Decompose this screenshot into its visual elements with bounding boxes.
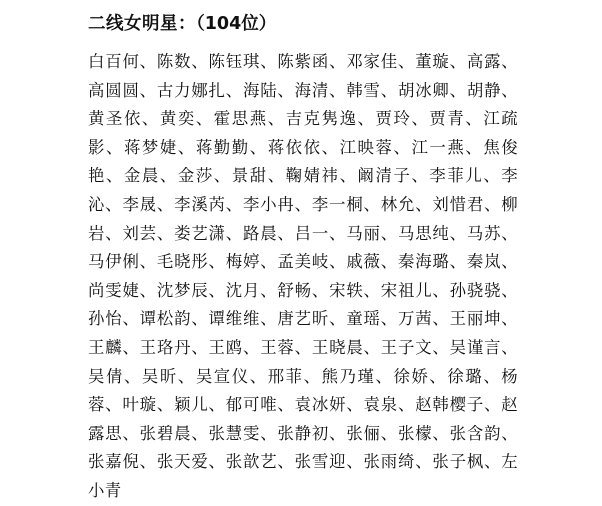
right-margin (518, 0, 602, 500)
page-title-text: 二线女明星： (88, 14, 196, 34)
page-title-count: （104位） (196, 14, 277, 34)
left-margin (0, 0, 88, 500)
celebrity-name-list: 白百何、陈数、陈钰琪、陈紫函、邓家佳、董璇、高露、高圆圆、古力娜扎、海陆、海清、韩雪、胡冰卿、胡静、黄圣依、黄奕、霍思燕、吉克隽逸、贾玲、贾青、江疏影、蒋梦婕、蒋勤勤、蒋依依、江映蓉、江一燕、焦俊艳、金晨、金莎、景甜、鞠婧祎、阚清子、李菲儿、李沁、李晟、李溪芮、李小冉、李一桐、林允、刘惜君、柳岩、刘芸、娄艺潇、路晨、吕一、马丽、马思纯、马苏、马伊俐、毛晓彤、梅婷、孟美岐、戚薇、秦海璐、秦岚、尚雯婕、沈梦辰、沈月、舒畅、宋轶、宋祖儿、孙骁骁、孙怡、谭松韵、谭维维、唐艺昕、童瑶、万茜、王丽坤、王麟、王珞丹、王鸥、王蓉、王晓晨、王子文、吴谨言、吴倩、吴昕、吴宣仪、邢菲、熊乃瑾、徐娇、徐璐、杨蓉、叶璇、颖儿、郁可唯、袁冰妍、袁泉、赵韩樱子、赵露思、张碧晨、张慧雯、张静初、张俪、张檬、张含韵、张嘉倪、张天爱、张歆艺、张雪迎、张雨绮、张子枫、左小青 (88, 52, 518, 500)
document-content (88, 14, 518, 506)
page-title (88, 14, 518, 35)
